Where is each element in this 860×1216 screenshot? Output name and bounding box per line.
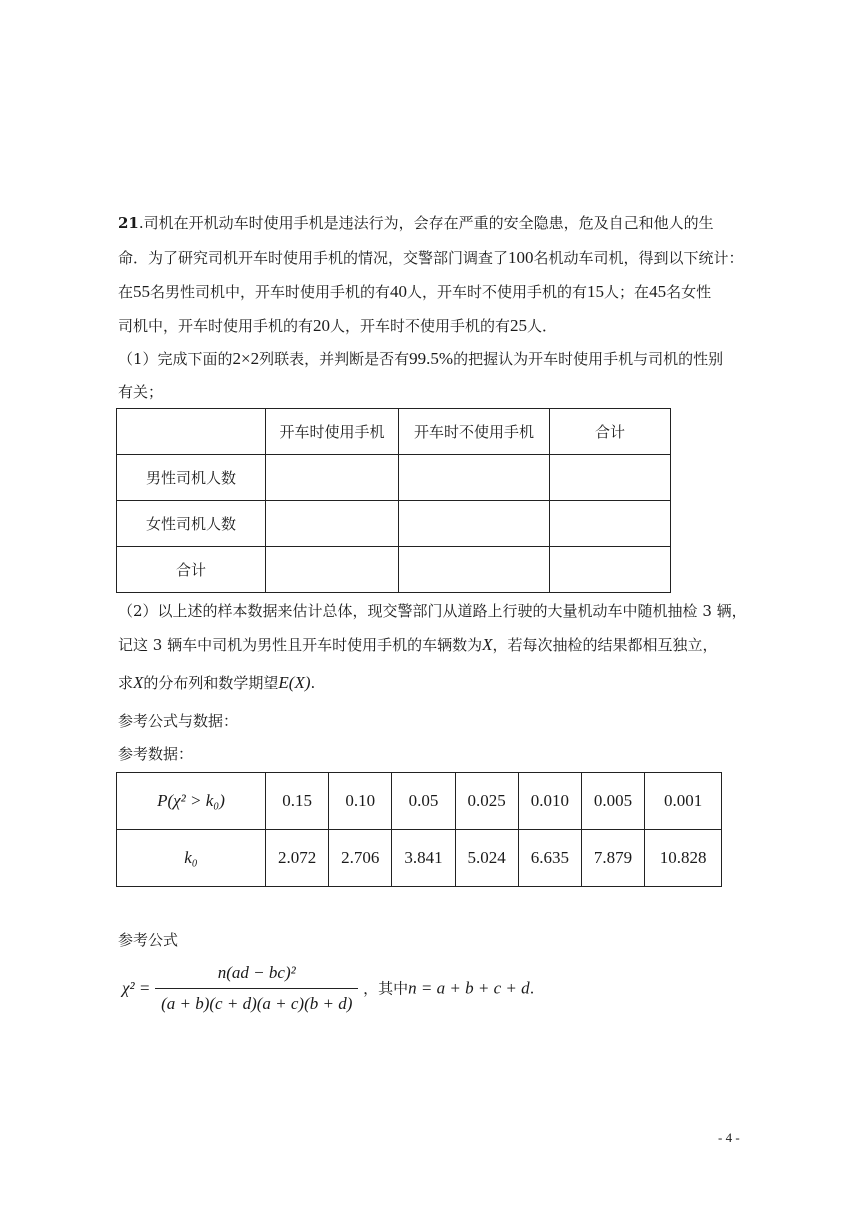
p-value: 0.10 [329,773,392,830]
contingency-table [116,408,671,593]
problem-line-1: 21.司机在开机动车时使用手机是违法行为，会存在严重的安全隐患，危及自己和他人的生 [118,214,714,232]
formula-denominator: (a + b)(c + d)(a + c)(b + d) [161,994,353,1013]
page-number: - 4 - [718,1130,740,1145]
k-value: 3.841 [392,830,455,887]
table-header-use-phone: 开车时使用手机 [266,409,399,455]
expectation: E(X) [278,673,311,692]
part2-line-2: 记这 3 辆车中司机为男性且开车时使用手机的车辆数为X，若每次抽检的结果都相互独立， [118,635,718,654]
table-cell[interactable] [550,455,671,501]
formula-n: n = a + b + c + d [408,978,530,998]
problem-line-2: 命．为了研究司机开车时使用手机的情况，交警部门调查了100名机动车司机，得到以下统计： [118,248,744,267]
row-label-total: 合计 [117,547,266,593]
table-cell[interactable] [399,547,550,593]
table-row [117,501,671,547]
reference-heading: 参考公式与数据： [118,712,239,730]
part1-line-1: （1）完成下面的2×2列联表，并判断是否有99.5%的把握认为开车时使用手机与司机的性别 [118,349,724,368]
variable-x: X [482,635,493,654]
p-value: 0.001 [645,773,722,830]
table-row [117,455,671,501]
table-cell[interactable] [550,501,671,547]
formula-fraction [155,960,358,1017]
table-cell[interactable] [266,455,399,501]
row-label-female: 女性司机人数 [117,501,266,547]
p-value: 0.025 [455,773,518,830]
row-label-probability: P(χ² > k₀) [117,773,266,830]
p-value: 0.010 [518,773,581,830]
part2-line-3: 求X的分布列和数学期望E(X). [118,673,316,692]
table-row [117,773,722,830]
problem-line-3: 在55名男性司机中，开车时使用手机的有40人，开车时不使用手机的有15人；在45名女性 [118,282,712,301]
k-value: 2.072 [266,830,329,887]
p-value: 0.05 [392,773,455,830]
p-value: 0.005 [581,773,644,830]
row-label-male: 男性司机人数 [117,455,266,501]
table-cell[interactable] [550,547,671,593]
p-value: 0.15 [266,773,329,830]
k-value: 10.828 [645,830,722,887]
row-label-k0: k₀ [117,830,266,887]
formula-numerator: n(ad − bc)² [155,960,358,989]
table-header-empty [117,409,266,455]
reference-data-heading: 参考数据： [118,745,194,763]
k-value: 2.706 [329,830,392,887]
formula-lhs: χ² = [122,978,151,998]
reference-table [116,772,722,887]
k-value: 7.879 [581,830,644,887]
chi-square-formula: χ² = $\frac{\text{n(ad − bc)²}}{(a + b)(c + d)(a + c)(b + d)}$ ，其中n = a + b + c + d. [122,960,534,1017]
formula-heading: 参考公式 [118,931,179,949]
table-row [117,830,722,887]
problem-number: 21 [118,214,139,232]
variable-x: X [133,673,144,692]
table-cell[interactable] [266,501,399,547]
table-cell[interactable] [399,501,550,547]
table-cell[interactable] [399,455,550,501]
k-value: 6.635 [518,830,581,887]
table-header-total: 合计 [550,409,671,455]
problem-line-4: 司机中，开车时使用手机的有20人，开车时不使用手机的有25人． [118,316,558,335]
table-header-no-phone: 开车时不使用手机 [399,409,550,455]
table-cell[interactable] [266,547,399,593]
part1-line-2: 有关； [118,383,164,401]
k-value: 5.024 [455,830,518,887]
table-row [117,547,671,593]
part2-line-1: （2）以上述的样本数据来估计总体，现交警部门从道路上行驶的大量机动车中随机抽检 3 辆， [118,602,747,620]
